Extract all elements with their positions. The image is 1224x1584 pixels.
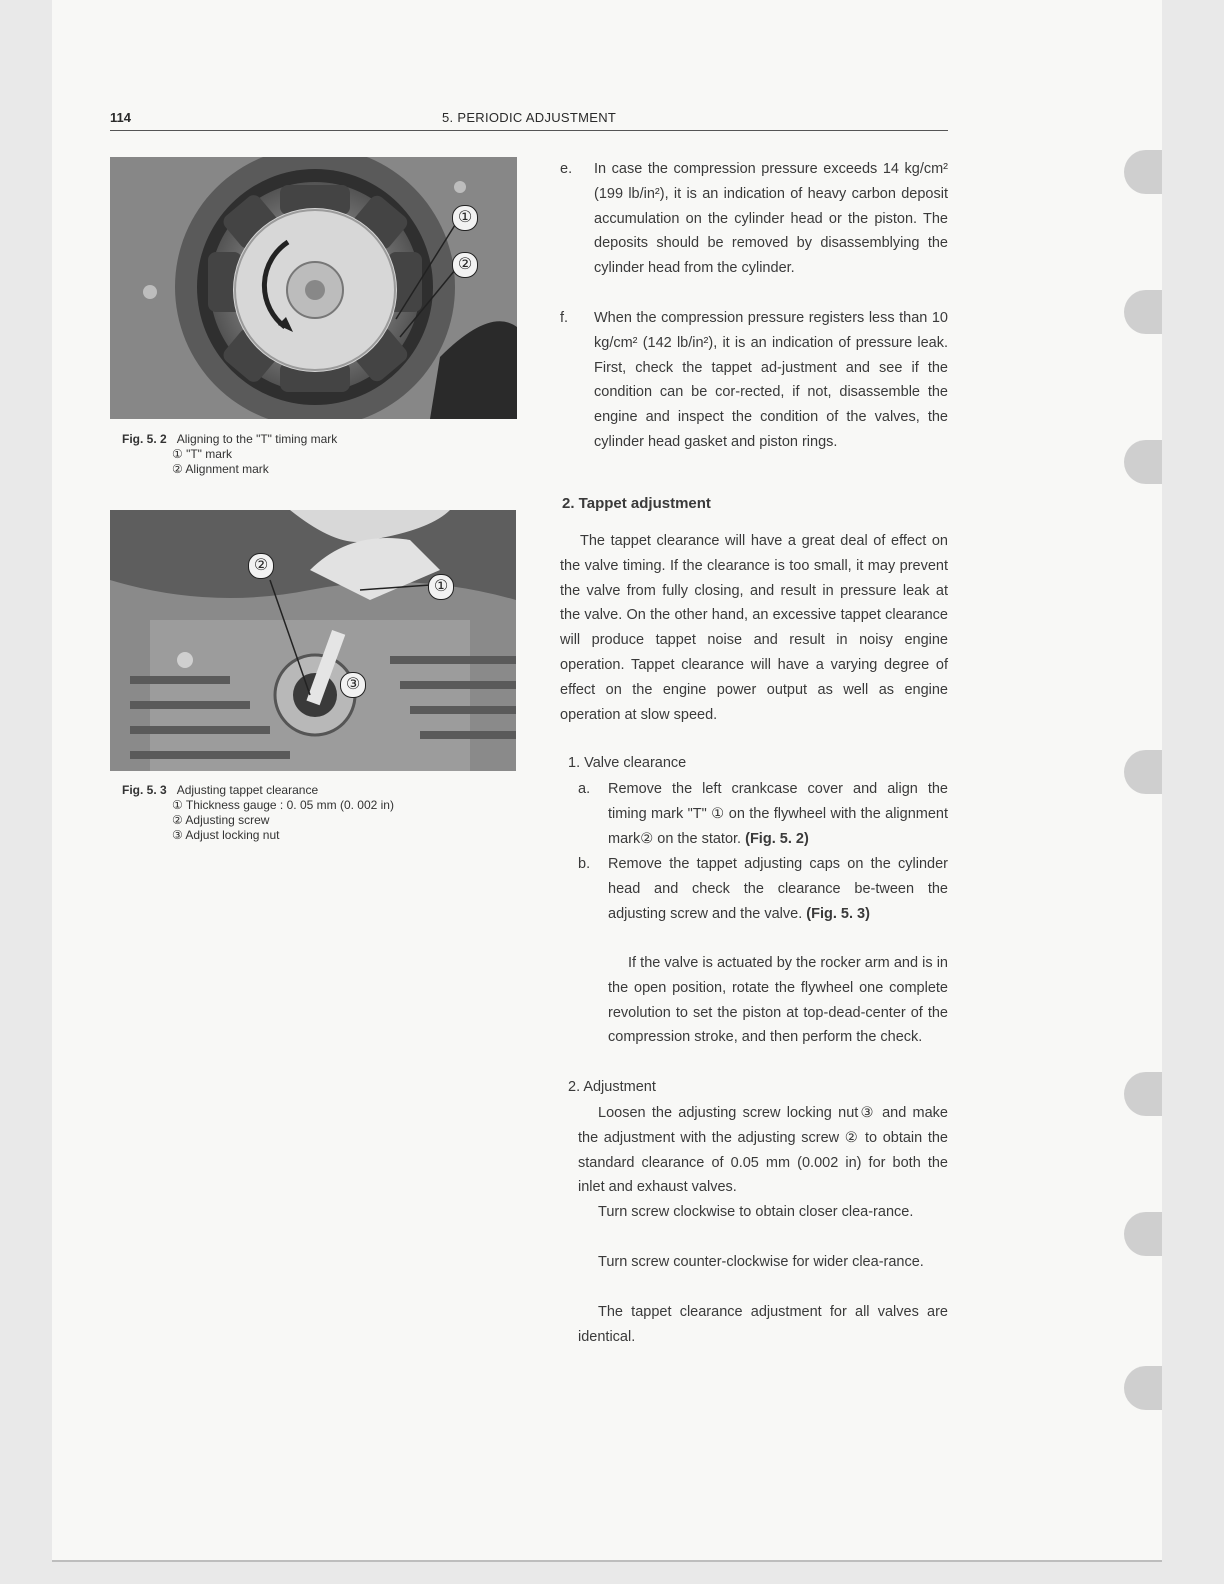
paragraph-b (578, 852, 948, 926)
page-bottom-edge (52, 1560, 1162, 1562)
binder-hole (1124, 1212, 1162, 1256)
caption-item: ① "T" mark (172, 447, 232, 461)
callout-2: ② (248, 553, 274, 579)
step-2-label: 2. Adjustment (568, 1079, 656, 1095)
figure-title: Aligning to the "T" timing mark (176, 432, 338, 446)
adjustment-paragraph: The tappet clearance adjustment for all valves are identical. (578, 1304, 948, 1345)
binder-hole (1124, 150, 1162, 194)
caption-item: ② Adjusting screw (172, 813, 270, 827)
list-marker: f. (560, 310, 569, 326)
paragraph-b-note: If the valve is actuated by the rocker arm and is in the open position, rotate the flywheel one complete revolution to set the piston at top-dead-center of the compression stroke, and then perform the check. (608, 955, 948, 1046)
binder-hole (1124, 1072, 1162, 1116)
page-number: 114 (110, 110, 131, 125)
paragraph-text: When the compression pressure registers less than 10 kg/cm² (142 lb/in²), it is an indication of pressure leak. First, check the tappet ad-justment and see if the condition can be cor-rected, if not, disassemble the engine and inspect the condition of the valves, the cylinder head gasket and piston rings. (594, 310, 948, 450)
caption-item: ① Thickness gauge : 0. 05 mm (0. 002 in) (172, 798, 394, 812)
paragraph-f (560, 306, 948, 455)
list-marker: b. (578, 856, 591, 872)
list-marker: e. (560, 161, 573, 177)
step-1-label: 1. Valve clearance (568, 755, 687, 771)
callout-3: ③ (340, 672, 366, 698)
binder-hole (1124, 1366, 1162, 1410)
running-head (110, 108, 948, 131)
adjustment-paragraph: Loosen the adjusting screw locking nut③ and make the adjustment with the adjusting screw ② to obtain the standard clearance of 0.05 mm (0.002 in) for both the inlet and exhaust valves. (578, 1105, 948, 1196)
figure-5-2-photo (110, 157, 517, 419)
list-marker: a. (578, 781, 591, 797)
figure-reference: (Fig. 5. 3) (806, 905, 870, 922)
figure-5-2-caption (122, 432, 337, 477)
paragraph-a (578, 777, 948, 851)
callout-1: ① (428, 574, 454, 600)
paragraph-e (560, 157, 948, 281)
callout-1: ① (452, 205, 478, 231)
intro-paragraph: The tappet clearance will have a great deal of effect on the valve timing. If the clearance is too small, it may prevent the valve from fully closing, and result in pressure leak at the valve. On the other hand, an excessive tappet clearance will produce tappet noise and result in noisy engine operation. Tappet clearance will have a varying degree of effect on the engine power output as well as engine operation at slow speed. (560, 533, 948, 723)
figure-reference: (Fig. 5. 2) (745, 830, 809, 847)
binder-hole (1124, 440, 1162, 484)
caption-item: ③ Adjust locking nut (172, 828, 280, 842)
adjustment-paragraph: Turn screw clockwise to obtain closer clea-rance. (598, 1204, 914, 1220)
figure-number: Fig. 5. 3 (122, 783, 167, 797)
adjustment-paragraph: Turn screw counter-clockwise for wider clea-rance. (598, 1254, 924, 1270)
figure-5-3-caption (122, 783, 394, 843)
figure-5-3-photo (110, 510, 516, 771)
paragraph-text: Remove the left crankcase cover and align the timing mark "T" ① on the flywheel with the alignment mark② on the stator. (608, 781, 948, 847)
paragraph-text: Remove the tappet adjusting caps on the cylinder head and check the clearance be-tween the adjusting screw and the valve. (608, 856, 948, 922)
figure-number: Fig. 5. 2 (122, 432, 167, 446)
callout-2: ② (452, 252, 478, 278)
chapter-title: 5. PERIODIC ADJUSTMENT (442, 110, 617, 125)
figure-title: Adjusting tappet clearance (176, 783, 319, 797)
binder-hole (1124, 290, 1162, 334)
binder-hole (1124, 750, 1162, 794)
section-heading: 2. Tappet adjustment (562, 495, 711, 512)
caption-item: ② Alignment mark (172, 462, 269, 476)
paragraph-text: In case the compression pressure exceeds 14 kg/cm² (199 lb/in²), it is an indication of heavy carbon deposit accumulation on the cylinder head or the piston. The deposits should be removed by disassemblying the cylinder head from the cylinder. (594, 161, 948, 277)
